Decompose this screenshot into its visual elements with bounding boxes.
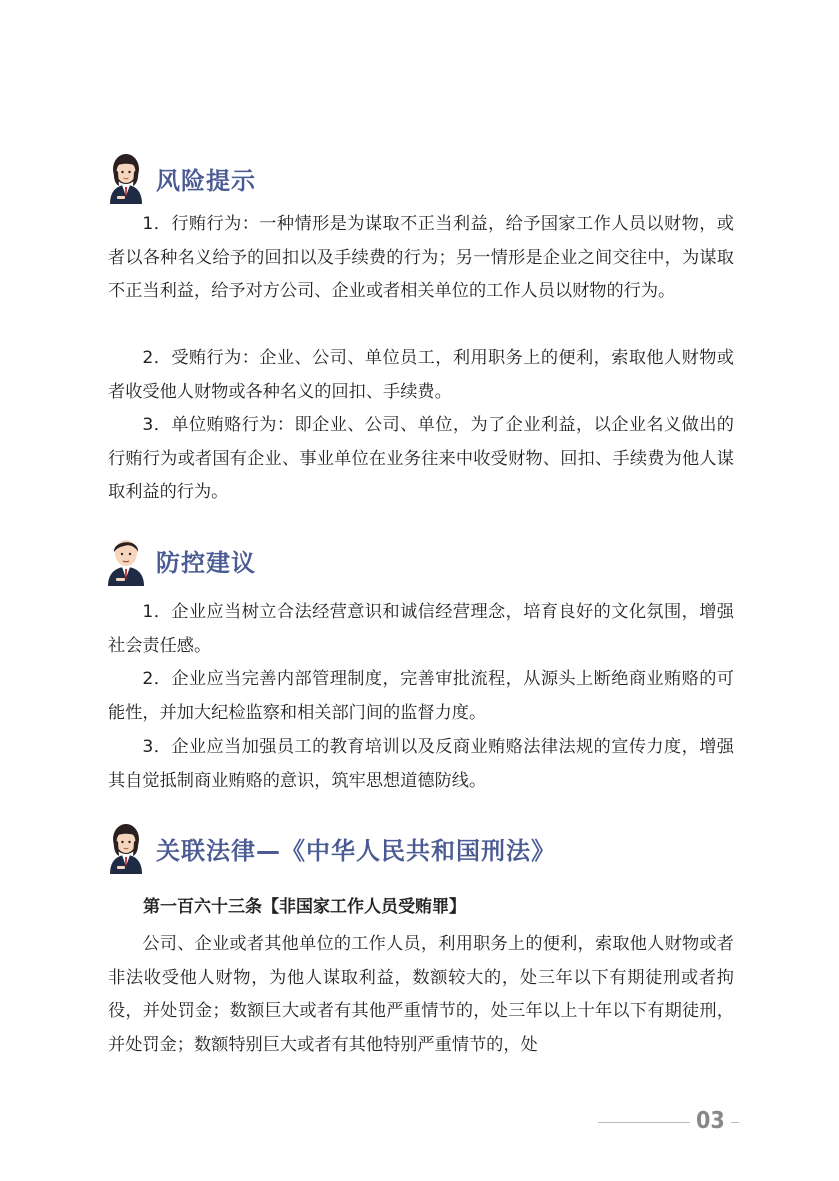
section-header-risk <box>104 152 256 204</box>
risk-paragraph-3: 3．单位贿赂行为：即企业、公司、单位，为了企业利益，以企业名义做出的行贿行为或者国有企业、事业单位在业务往来中收受财物、回扣、手续费为他人谋取利益的行为。 <box>108 415 734 502</box>
prevention-paragraph-2: 2．企业应当完善内部管理制度，完善审批流程，从源头上断绝商业贿赂的可能性，并加大纪检监察和相关部门间的监督力度。 <box>108 669 734 723</box>
law-title-main: 关联法律— <box>156 836 281 865</box>
section-header-prevention <box>104 534 256 586</box>
prevention-paragraph-3: 3．企业应当加强员工的教育培训以及反商业贿赂法律法规的宣传力度，增强其自觉抵制商业贿赂的意识，筑牢思想道德防线。 <box>108 737 734 791</box>
female-official-icon <box>104 152 148 204</box>
law-paragraph-1: 公司、企业或者其他单位的工作人员，利用职务上的便利，索取他人财物或者非法收受他人财物，为他人谋取利益，数额较大的，处三年以下有期徒刑或者拘役，并处罚金；数额巨大或者有其他严重情节的，处三年以上十年以下有期徒刑，并处罚金；数额特别巨大或者有其他特别严重情节的，处 <box>108 934 734 1055</box>
footer-divider <box>598 1122 690 1123</box>
law-title-sub: 《中华人民共和国刑法》 <box>281 836 556 865</box>
page-number: 03 <box>696 1108 725 1134</box>
section-header-law <box>104 822 556 874</box>
risk-paragraph-1: 1．行贿行为：一种情形是为谋取不正当利益，给予国家工作人员以财物，或者以各种名义给予的回扣以及手续费的行为；另一情形是企业之间交往中，为谋取不正当利益，给予对方公司、企业或者相关单位的工作人员以财物的行为。 <box>108 214 734 301</box>
female-official-icon <box>104 822 148 874</box>
male-official-icon <box>104 534 148 586</box>
footer-dash <box>731 1122 739 1123</box>
section-title-law <box>156 831 556 866</box>
article-heading: 第一百六十三条【非国家工作人员受贿罪】 <box>143 897 466 917</box>
section-title-prevention: 防控建议 <box>156 548 256 577</box>
section-title-risk: 风险提示 <box>156 166 256 195</box>
risk-paragraph-2: 2．受贿行为：企业、公司、单位员工，利用职务上的便利，索取他人财物或者收受他人财物或各种名义的回扣、手续费。 <box>108 348 734 402</box>
prevention-paragraph-1: 1．企业应当树立合法经营意识和诚信经营理念，培育良好的文化氛围，增强社会责任感。 <box>108 602 734 656</box>
